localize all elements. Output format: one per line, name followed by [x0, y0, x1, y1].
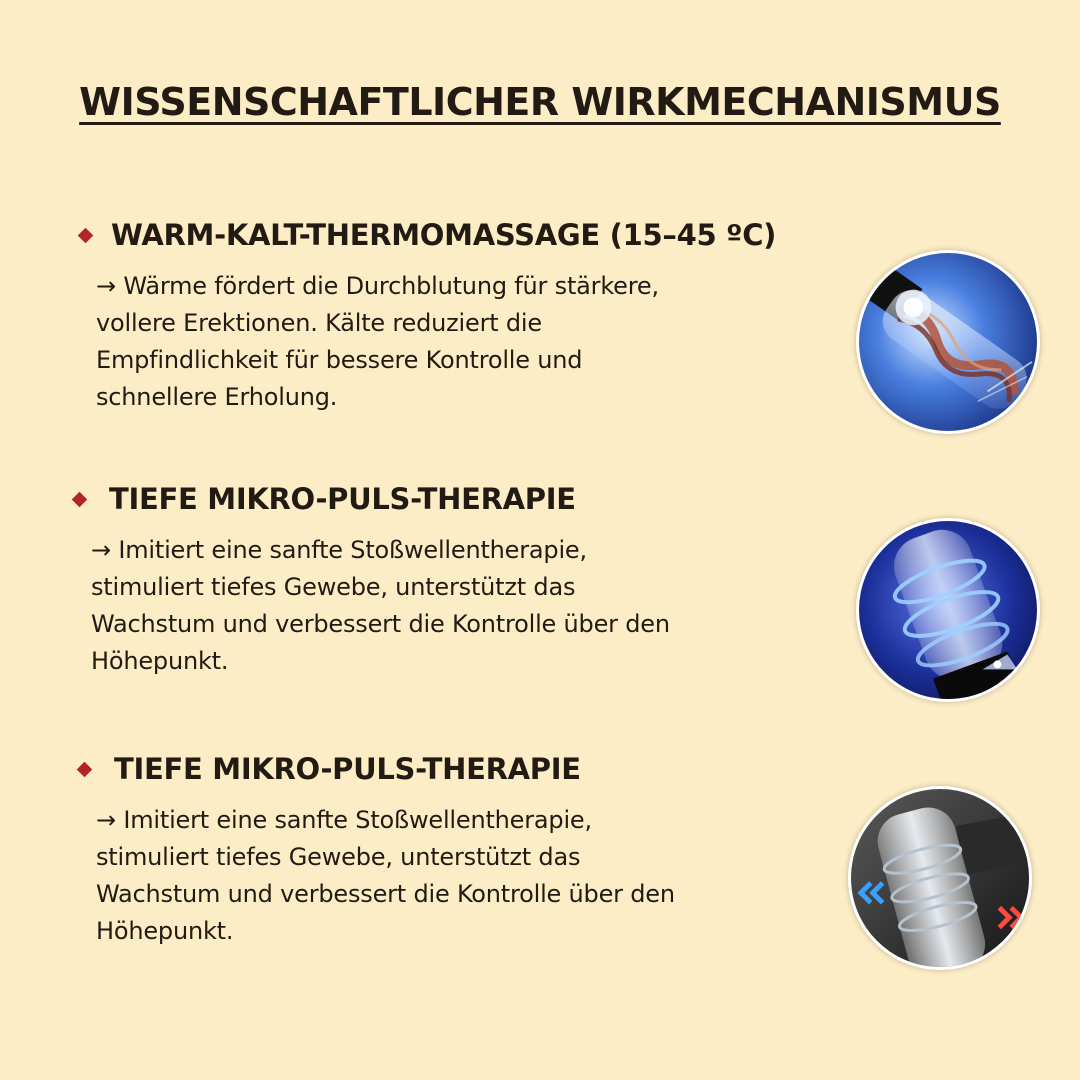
feature-description	[96, 268, 776, 416]
feature-section-micro-pulse-2	[79, 752, 675, 950]
micro-pulse-device-illustration	[851, 789, 1029, 967]
feature-heading	[79, 752, 675, 786]
feature-heading-text: TIEFE MIKRO-PULS-THERAPIE	[109, 482, 576, 516]
feature-description	[96, 802, 675, 950]
diamond-bullet-icon	[77, 761, 93, 777]
diamond-bullet-icon	[78, 227, 94, 243]
feature-heading-text: TIEFE MIKRO-PULS-THERAPIE	[114, 752, 581, 786]
description-line: Höhepunkt.	[96, 917, 234, 945]
micro-pulse-image	[856, 518, 1040, 702]
description-line: schnellere Erholung.	[96, 383, 338, 411]
feature-heading	[80, 218, 776, 252]
description-line: → Imitiert eine sanfte Stoßwellentherapie,	[91, 536, 587, 564]
description-line: Wachstum und verbessert die Kontrolle über den	[96, 880, 675, 908]
description-line: Wachstum und verbessert die Kontrolle über den	[91, 610, 670, 638]
feature-section-thermo	[80, 218, 776, 416]
description-line: → Imitiert eine sanfte Stoßwellentherapie,	[96, 806, 592, 834]
feature-heading-text: WARM-KALT-THERMOMASSAGE (15–45 ºC)	[111, 218, 777, 252]
description-line: Empfindlichkeit für bessere Kontrolle und	[96, 346, 583, 374]
description-line: stimuliert tiefes Gewebe, unterstützt das	[91, 573, 576, 601]
feature-heading	[74, 482, 670, 516]
thermo-massage-illustration	[859, 253, 1037, 431]
feature-section-micro-pulse	[74, 482, 670, 680]
micro-pulse-device-image	[848, 786, 1032, 970]
diamond-bullet-icon	[72, 491, 88, 507]
description-line: vollere Erektionen. Kälte reduziert die	[96, 309, 542, 337]
description-line: Höhepunkt.	[91, 647, 229, 675]
thermo-massage-image	[856, 250, 1040, 434]
description-line: → Wärme fördert die Durchblutung für stärkere,	[96, 272, 659, 300]
micro-pulse-illustration	[859, 521, 1037, 699]
description-line: stimuliert tiefes Gewebe, unterstützt das	[96, 843, 581, 871]
page-title: WISSENSCHAFTLICHER WIRKMECHANISMUS	[79, 80, 1001, 124]
feature-description	[91, 532, 670, 680]
